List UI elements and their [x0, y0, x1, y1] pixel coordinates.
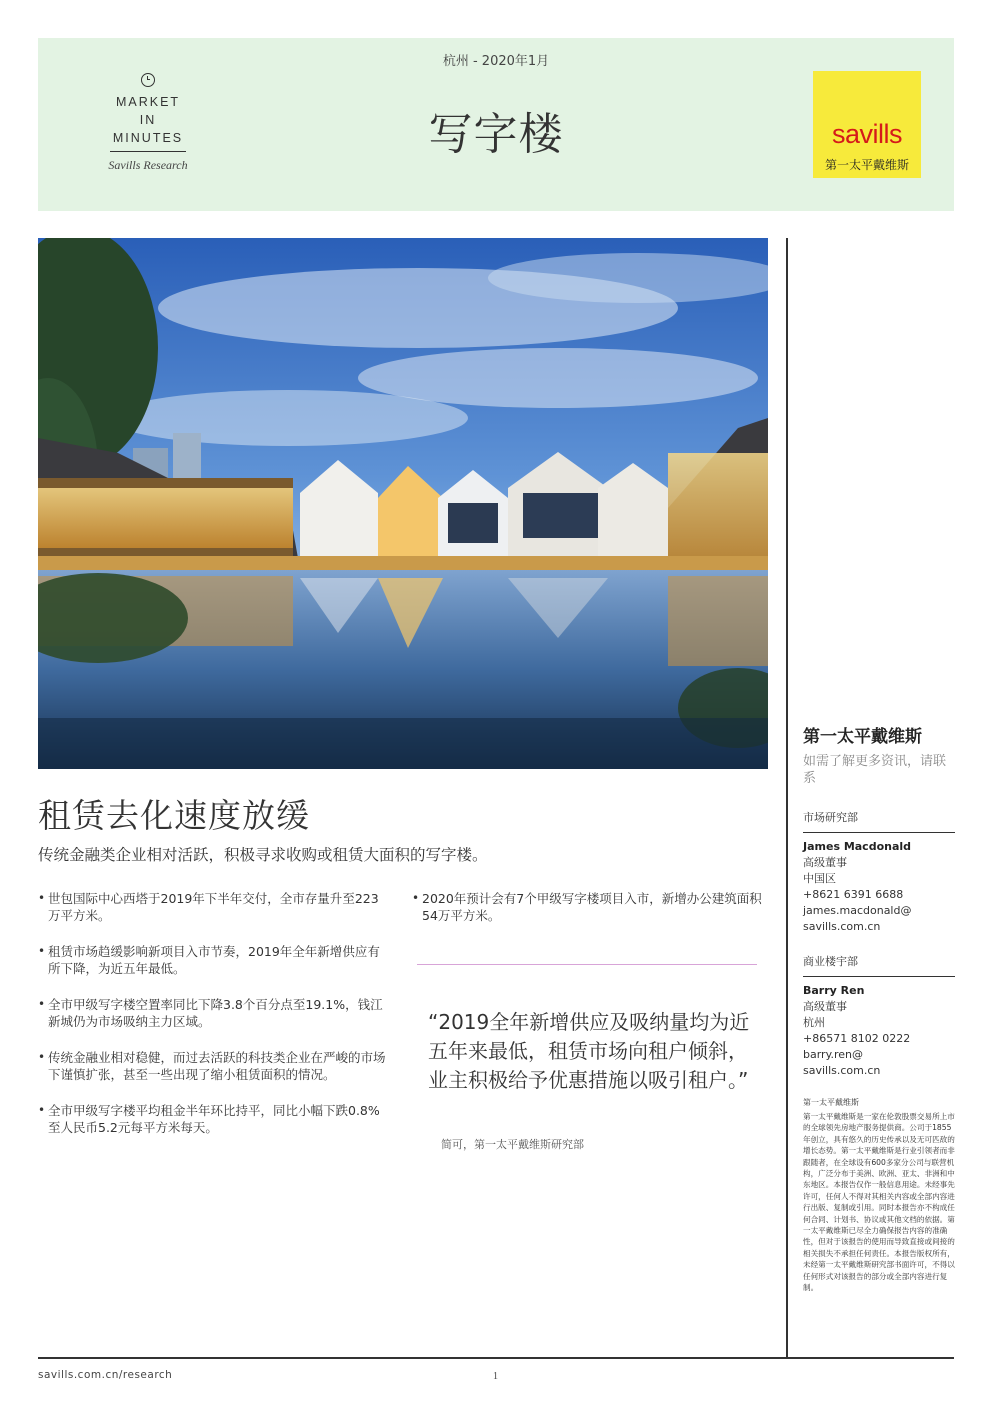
- pull-quote-source: 简可，第一太平戴维斯研究部: [441, 1138, 584, 1151]
- contact-phone[interactable]: +8621 6391 6688: [803, 888, 904, 901]
- about-title: 第一太平戴维斯: [803, 1098, 859, 1107]
- contact-email-line-2: savills.com.cn: [803, 920, 881, 933]
- contact-email[interactable]: [803, 1047, 955, 1079]
- contact-email-line-1: james.macdonald@: [803, 904, 912, 917]
- logo-line-3: MINUTES: [112, 131, 184, 145]
- market-in-minutes-logo: [98, 73, 198, 173]
- about-body: 第一太平戴维斯是一家在伦敦股票交易所上市的全球领先房地产服务提供商。公司于1855年创立，具有悠久的历史传承以及无可匹敌的增长态势。第一太平戴维斯是行业引领者而非跟随者，在全球设有600多家分公司与联营机构，广泛分布于美洲、欧洲、亚太、非洲和中东地区。本报告仅作一般信息用途。未经事先许可，任何人不得对其相关内容或全部内容进行出版、复制或引用。同时本报告亦不构成任何合同、计划书、协议或其他文档的依据。第一太平戴维斯已尽全力确保报告内容的准确性，但对于该报告的使用而导致直接或间接的相关损失不承担任何责任。本报告版权所有，未经第一太平戴维斯研究部书面许可，不得以任何形式对该报告的部分或全部内容进行复制。: [803, 1112, 955, 1293]
- footer-rule: [38, 1357, 954, 1359]
- key-points-left: [38, 890, 388, 1155]
- article-title: 租赁去化速度放缓: [38, 796, 310, 835]
- quote-divider: [417, 964, 757, 965]
- contact-location: 中国区: [803, 872, 836, 885]
- sidebar-title: 第一太平戴维斯: [803, 727, 922, 747]
- hero-photo: [38, 238, 768, 769]
- report-header: [38, 38, 954, 211]
- report-date-location: 杭州 - 2020年1月: [442, 54, 550, 69]
- logo-line-1: MARKET: [115, 95, 181, 109]
- brand-name: savills: [831, 119, 902, 149]
- key-point: • 世包国际中心西塔于2019年下半年交付，全市存量升至223万平方米。: [38, 890, 388, 924]
- article-subtitle: 传统金融类企业相对活跃，积极寻求收购或租赁大面积的写字楼。: [38, 846, 488, 864]
- contact-email-line-1: barry.ren@: [803, 1048, 864, 1061]
- key-point: • 2020年预计会有7个甲级写字楼项目入市，新增办公建筑面积54万平方米。: [412, 890, 767, 924]
- sidebar-subtitle: 如需了解更多资讯，请联系: [803, 754, 947, 786]
- logo-line-2: IN: [139, 113, 157, 127]
- footer-url[interactable]: savills.com.cn/research: [38, 1369, 173, 1381]
- contact-name: James Macdonald: [803, 840, 912, 853]
- sidebar: [803, 722, 955, 1294]
- logo-divider: [110, 151, 186, 152]
- savills-logo: [813, 71, 921, 178]
- contact-role: 高级董事: [803, 856, 847, 869]
- clock-icon: [141, 73, 155, 87]
- contact-role: 高级董事: [803, 1000, 847, 1013]
- contact-name: Barry Ren: [803, 984, 865, 997]
- contact-department: 市场研究部: [803, 809, 955, 833]
- brand-name-cn: 第一太平戴维斯: [824, 158, 909, 172]
- contact-card: [803, 809, 955, 935]
- logo-tagline: Savills Research: [108, 158, 188, 172]
- sidebar-divider: [786, 238, 788, 1358]
- key-point: • 传统金融业相对稳健，而过去活跃的科技类企业在严峻的市场下谨慎扩张，甚至一些出现了缩小租赁面积的情况。: [38, 1049, 388, 1083]
- contact-location: 杭州: [803, 1016, 825, 1029]
- contact-card: [803, 953, 955, 1079]
- contact-department: 商业楼宇部: [803, 953, 955, 977]
- key-point: • 全市甲级写字楼平均租金半年环比持平，同比小幅下跌0.8%至人民币5.2元每平方米每天。: [38, 1102, 388, 1136]
- hero-illustration: [38, 238, 768, 769]
- pull-quote: “2019全年新增供应及吸纳量均为近五年来最低，租赁市场向租户倾斜，业主积极给予优惠措施以吸引租户。”: [428, 1010, 750, 1092]
- key-point: • 租赁市场趋缓影响新项目入市节奏，2019年全年新增供应有所下降，为近五年最低。: [38, 943, 388, 977]
- contact-email-line-2: savills.com.cn: [803, 1064, 881, 1077]
- report-title: 写字楼: [428, 109, 564, 160]
- key-point: • 全市甲级写字楼空置率同比下降3.8个百分点至19.1%，钱江新城仍为市场吸纳主力区域。: [38, 996, 388, 1030]
- contact-email[interactable]: [803, 903, 955, 935]
- contact-phone[interactable]: +86571 8102 0222: [803, 1032, 911, 1045]
- page-number: 1: [493, 1371, 498, 1382]
- key-points-right: [412, 890, 767, 943]
